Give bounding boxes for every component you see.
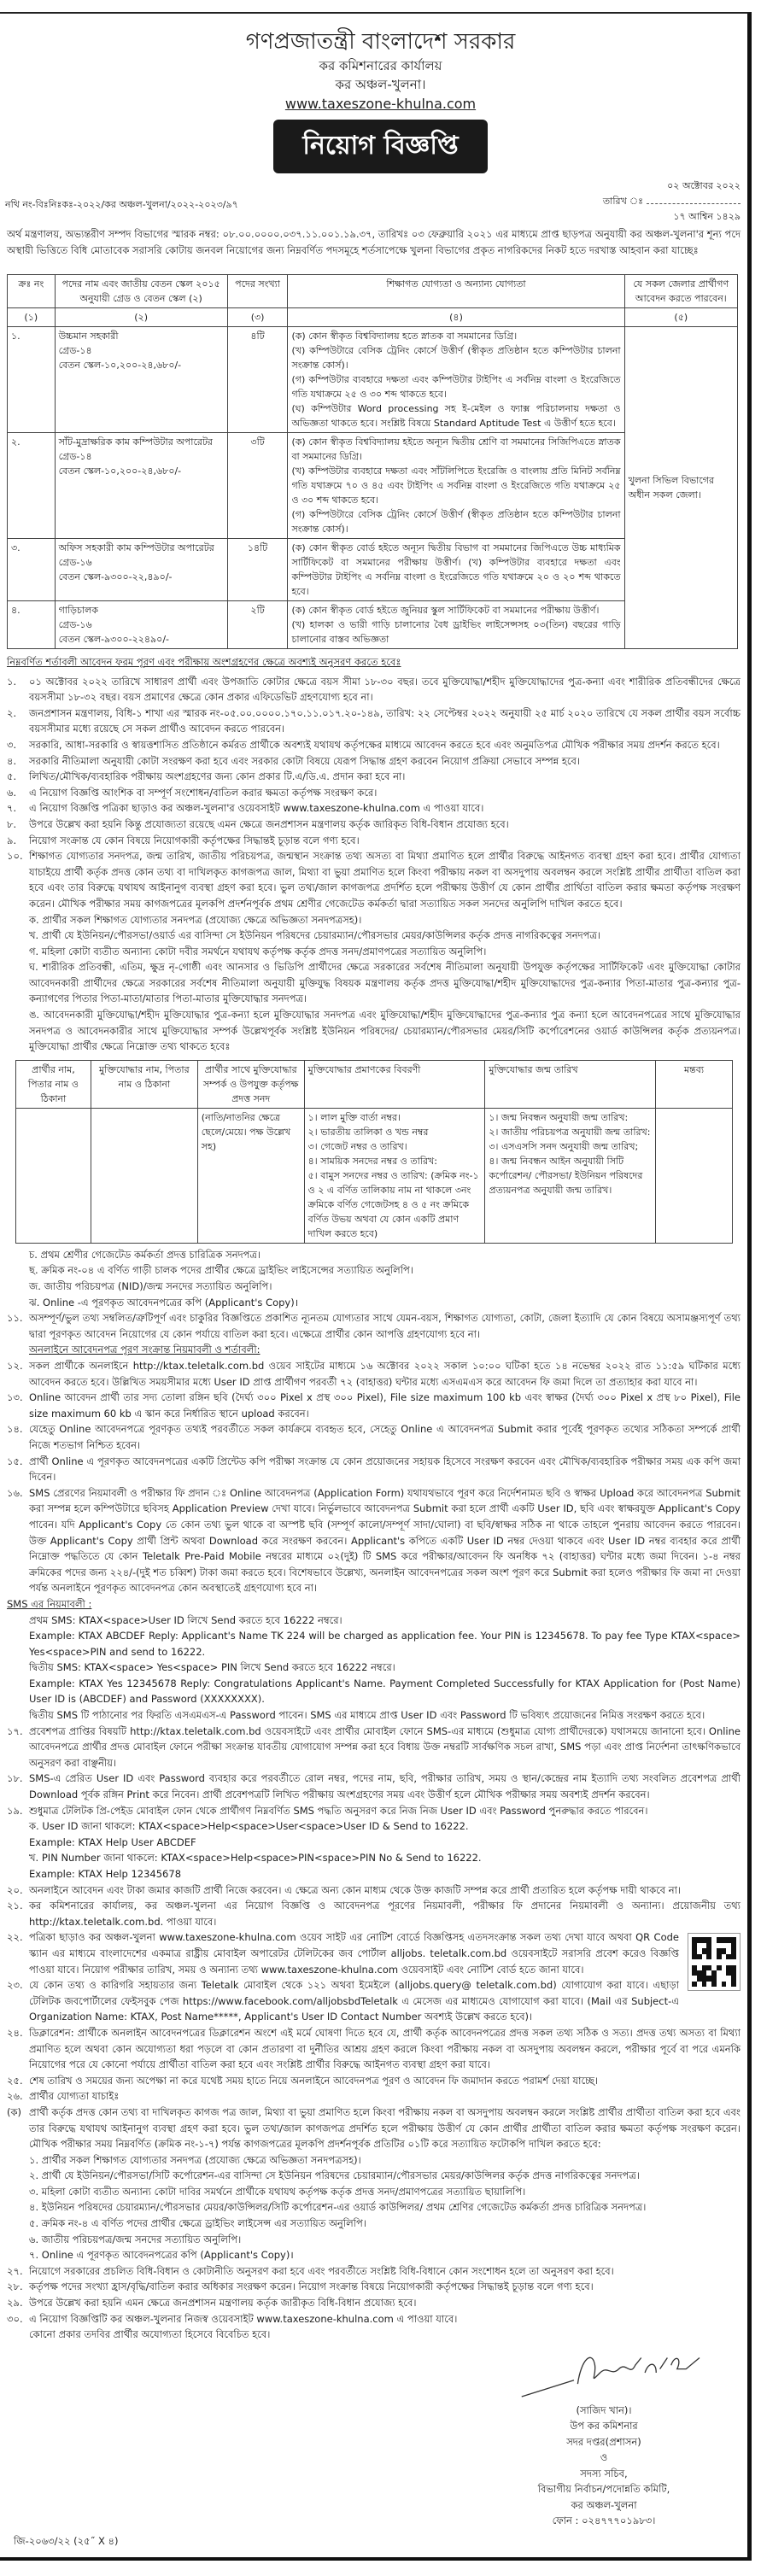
serial-cell: ২. (8, 433, 56, 539)
condition-number: ২. (7, 706, 17, 719)
sms-instruction: দ্বিতীয় SMS টি পাঠানোর পর ফিরতি এসএমএস-এ Password পাবেন। SMS এর মাধ্যমে প্রাপ্ত User ID এবং Password টি ভবিষ্যৎ প্রয়োজনের নিমিত্ত সংরক্ষণ করতে হবে। (29, 1709, 705, 1722)
header-cell: মুক্তিযোদ্ধার নাম, পিতার নাম ও ঠিকানা (91, 1060, 197, 1108)
condition-number: ১৩. (7, 1391, 23, 1404)
condition-number: ২৯. (7, 2297, 23, 2310)
serial-cell: ৪. (8, 601, 56, 649)
column-number: (৩) (227, 308, 288, 327)
condition-subitem: ক. প্রার্থীর সকল শিক্ষাগত যোগ্যতার সনদপত্র (প্রযোজ্য ক্ষেত্রে অভিজ্ঞতা সনদপত্রসহ)। (29, 913, 362, 926)
condition-item (7, 753, 741, 770)
empty-cell (91, 1108, 197, 1243)
condition-number: ১০. (7, 850, 23, 863)
office-name: কর কমিশনারের কার্যালয় (319, 58, 442, 73)
sms-instruction: প্রথম SMS: KTAX<space>User ID লিখে Send করতে হবে 16222 নম্বরে। (29, 1613, 342, 1626)
condition-item (7, 2279, 741, 2295)
condition-subitem: ৪. ইউনিয়ন পরিষদের চেয়ারম্যান/পৌরসভার মেয়র/কাউন্সিলর/সিটি কর্পোরেশন-এর ওয়ার্ড কাউন্সিলর/ প্রথম শ্রেণির গেজেটেড কর্মকর্তা প্রদত্ত চারিত্রিক সনদপত্র। (29, 2201, 647, 2214)
condition-number: ১. (7, 675, 17, 688)
column-number: (৪) (288, 308, 624, 327)
column-number: (৫) (624, 308, 737, 327)
notice-title: নিয়োগ বিজ্ঞপ্তি (273, 120, 487, 173)
condition-text: SMS-এ প্রেরিত User ID এবং Password ব্যবহার করে পরবর্তীতে রোল নম্বর, পদের নাম, ছবি, পরীক্ষার তারিখ, সময় ও স্থান/কেন্দ্রের নাম ইত্যাদি তথ্য সংবলিত প্রবেশপত্র প্রার্থী Download পূর্বক রঙ্গিন Print করে নিবেন। প্রার্থী প্রবেশপত্রটি লিখিত পরীক্ষায় অংশগ্রহণের সময় এবং উত্তীর্ণ হলে মৌখিক পরীক্ষার সময় অবশ্যই প্রদর্শন করবেন। (29, 1772, 741, 1801)
remarks-cell (656, 1108, 733, 1243)
condition-number: (ক) (7, 2105, 22, 2118)
column-number: (২) (55, 308, 227, 327)
post-cell (55, 327, 227, 433)
count-cell: ৪টি (227, 327, 288, 433)
condition-number: ২৫. (7, 2074, 23, 2087)
condition-subitem: ২. প্রার্থী যে ইউনিয়ন/পৌরসভা/সিটি কর্পোরেশন-এর বাসিন্দা সে ইউনিয়ন পরিষদের চেয়ারম্যান/পৌরসভার মেয়র/কাউন্সিলর কর্তৃক প্রদত্ত নাগরিকত্বের সনদপত্র। (29, 2169, 640, 2182)
condition-item (7, 705, 741, 737)
date-label: তারিখ ঃ (602, 196, 643, 207)
condition-subitem: গ. মহিলা কোটা ব্যতীত অন্যান্য কোটা দবীর সমর্থনে যথাযথ কর্তৃপক্ষ কর্তৃক প্রদত্ত সনদ/প্রমাণপত্রের সত্যায়িত অনুলিপি। (29, 945, 487, 957)
conditions-heading: নিম্নবর্ণিত শর্তাবলী আবেদন ফরম পূরণ এবং পরীক্ষায় অংশগ্রহণের ক্ষেত্রে অবশ্যই অনুসরণ করতে হবেঃ (7, 656, 401, 668)
condition-number: ২২. (7, 1931, 23, 1944)
signature-block (476, 2343, 732, 2529)
qualification-line: (ক) কোন স্বীকৃত বিশ্ববিদ্যালয় হতে স্নাতক বা সমমানের ডিগ্রি। (291, 331, 518, 342)
online-rules-heading: অনলাইনে আবেদনপত্র পূরণ সংক্রান্ত নিয়মাবলী ও শর্তাবলী: (29, 1344, 260, 1356)
condition-item (7, 1310, 741, 1342)
freedom-fighter-table (15, 1060, 733, 1244)
date-divider (647, 203, 741, 204)
condition-text: এ নিয়োগ বিজ্ঞপ্তিটি কর অঞ্চল-খুলনার নিজস্ব ওয়েবসাইট www.taxeszone-khulna.com এ পাওয়া যাবে। (29, 2312, 458, 2325)
condition-number: ২৭. (7, 2264, 23, 2277)
zone-name: কর অঞ্চল-খুলনা। (335, 77, 426, 92)
condition-subitem: ছ. ক্রমিক নং-০৪ এ বর্ণিত গাড়ী চালক পদের প্রার্থীর ক্ষেত্রে ড্রাইভিং লাইসেন্সের সত্যায়িত অনুলিপি। (29, 1264, 413, 1277)
condition-number: ৯. (7, 834, 17, 846)
condition-text: প্রার্থী Online এ পূরণকৃত আবেদনপত্রের একটি প্রিন্টেড কপি পরীক্ষা সংক্রান্ত যে কোন প্রয়োজনের সহায়ক হিসেবে সংরক্ষণ করবেন এবং মৌখিক/ব্যবহারিক পরীক্ষার সময় এক কপি জমা দিবেন। (29, 1455, 741, 1484)
qualification-line: (গ) কম্পিউটারে বেসিক ট্রেনিং কোর্সে উত্তীর্ণ (স্বীকৃত প্রতিষ্ঠান হতে কম্পিউটার চালনা সংক্রান্ত কোর্স)। (291, 509, 621, 535)
header-cell: প্রার্থীর সাথে মুক্তিযোদ্ধার সম্পর্ক ও উপযুক্ত কর্তৃপক্ষ প্রদত্ত সনদ (197, 1060, 304, 1108)
condition-subitem: Example: KTAX Help User ABCDEF (29, 1835, 196, 1848)
condition-item (7, 2311, 741, 2327)
column-number: (১) (8, 308, 56, 327)
date-gregorian: ০২ অক্টোবর ২০২২ (667, 180, 741, 191)
condition-subitem: ঙ. আবেদনকারী মুক্তিযোদ্ধা/শহীদ মুক্তিযোদ্ধার পুত্র-কন্যা হলে মুক্তিযোদ্ধার সনদপত্র এবং মুক্তিযোদ্ধা/শহীদ মুক্তিযোদ্ধাদের পুত্র-কন্যার পুত্র কন্যা হলে আবেদনপত্রের সাথে মুক্তিযোদ্ধার সনদপত্র ও আবেদনকারীর সাথে মুক্তিযোদ্ধার সম্পর্ক উল্লেখপূর্বক সংশ্লিষ্ট ইউনিয়ন পরিষদের/ চেয়ারম্যান/পৌরসভার মেয়র/সিটি কর্পোরেশনের ওয়ার্ড কাউন্সিলর কর্তৃক প্রত্যয়নপত্র। মুক্তিযোদ্ধা প্রার্থীর ক্ষেত্রে নিম্নোক্ত তথ্য থাকতে হবেঃ (29, 1009, 741, 1053)
condition-text: এ নিয়োগ বিজ্ঞপ্তি পত্রিকা ছাড়াও কর অঞ্চল-খুলনা'র ওয়েবসাইট www.taxeszone-khulna.com এ পাওয়া যাবে। (29, 802, 484, 815)
signature-area (0, 2343, 761, 2576)
condition-subitem: জ. জাতীয় পরিচয়পত্র (NID)/জন্ম সনদের সত্যায়িত অনুলিপি। (29, 1280, 272, 1293)
condition-number: ১৮. (7, 1772, 23, 1785)
condition-subitem: ১. প্রার্থীর সকল শিক্ষাগত যোগ্যতার সনদপত্র (প্রযোজ্য ক্ষেত্রে অভিজ্ঞতা সনদপত্রসহ)। (29, 2153, 361, 2166)
condition-number: ১৭. (7, 1724, 23, 1737)
condition-text: উপরে উল্লেখ করা হয়নি এমন ক্ষেত্রে জনপ্রশাসন মন্ত্রণালয় কর্তৃক জারীকৃত বিধি-বিধান প্রযোজ্য হবে। (29, 2297, 417, 2310)
condition-subitem: কোনো প্রকার তদবির প্রার্থীর অযোগ্যতা হিসেবে বিবেচিত হবে। (29, 2328, 271, 2341)
condition-text: অনলাইনে আবেদন এবং টাকা জমার কাজটি প্রার্থী নিজে করবেন। এ ক্ষেত্রে অন্য কোন মাধ্যম থেকে উক্ত কাজটি সম্পন্ন করে প্রার্থী প্রতারিত হলে কর্তৃপক্ষ দায়ী থাকবে না। (29, 1883, 682, 1896)
posts-header-row (8, 275, 738, 308)
signatory-line: ফোন : ০২৪৭৭৭০১৯৮৩। (552, 2515, 656, 2527)
condition-item (7, 1898, 741, 1929)
conditions-section (0, 654, 761, 2343)
signatory-line: সদর দপ্তর(প্রশাসন) (566, 2435, 641, 2448)
condition-item (7, 817, 741, 833)
count-cell: ১৪টি (227, 539, 288, 601)
condition-subitem: ক. User ID জানা থাকলে: KTAX<space>Help<space>User<space>User ID & Send to 16222. (29, 1820, 469, 1833)
condition-item (7, 1771, 741, 1802)
birth-cell (485, 1108, 656, 1243)
condition-text: শিক্ষাগত যোগ্যতার সনদপত্র, জন্ম তারিখ, জাতীয় পরিচয়পত্র, জন্মস্থান সংক্রান্ত তথ্য অসত্য বা মিথ্যা প্রমাণিত হলে প্রার্থীর বিরুদ্ধে আইনগত ব্যবস্থা গ্রহণ করা হবে। প্রার্থীর যোগ্যতা যাচাইয়ে প্রার্থী কর্তৃক প্রদত্ত কোন তথ্য বা দাখিলকৃত কাগজপত্র জাল, মিথ্যা বা ভুয়া প্রমাণিত হলে কিংবা পরীক্ষায় নকল বা অসদুপায় অবলম্বন করলে সংশ্লিষ্ট প্রার্থীর প্রার্থীতা বাতিল করা হবে এবং তার বিরুদ্ধে যথাযথ আইনানুগ ব্যবস্থা গ্রহণ করা হবে। ভুল তথ্য/জাল কাগজপত্র প্রদর্শিত হলে পরীক্ষায় উত্তীর্ণ যে কোন প্রার্থীর প্রার্থিতা বাতিল করার ক্ষমতা কর্তৃপক্ষ সংরক্ষণ করেন। মৌখিক পরীক্ষার সময় কাগজপত্রের মূলকপি প্রদর্শনপূর্বক প্রথম শ্রেণীর গেজেটেড কর্মকর্তা দ্বারা সত্যায়িত সকল সনদের অনুলিপি দাখিল করতে হবে। (29, 850, 741, 910)
intro-paragraph: অর্থ মন্ত্রণালয়, অভ্যন্তরীণ সম্পদ বিভাগের স্মারক নম্বর: ০৮.০০.০০০০.০৩৭.১১.০০১.১৯.৩৭, তারিখঃ ০৩ ফেব্রুয়ারি ২০২১ এর মাধ্যমে প্রাপ্ত ছাড়পত্র অনুযায়ী কর অঞ্চল-খুলনা'র শূন্য পদে অস্থায়ী ভিত্তিতে বিধি মোতাবেক সরাসরি কোটায় জনবল নিয়োগের জন্য নিম্নবর্ণিত পদসমূহে শর্তসাপেক্ষে খুলনা বিভাগের প্রকৃত নাগরিকদের নিকট হতে দরখাস্ত আহবান করা যাচ্ছেঃ (7, 228, 741, 256)
condition-item (7, 2295, 741, 2311)
condition-item (7, 1724, 741, 1771)
condition-item (7, 674, 741, 705)
condition-item (7, 1803, 741, 1819)
qualification-line: (ক) কোন স্বীকৃত বোর্ড হইতে জুনিয়র স্কুল সার্টিফিকেট বা সমমানের পরীক্ষায় উত্তীর্ণ। (291, 605, 600, 616)
qualification-line: (গ) কম্পিউটার ব্যবহারে দক্ষতা এবং কম্পিউটার টাইপিং এ সর্বনিম্ন বাংলা ও ইংরেজিতে গতি যথাক্রমে ২৫ ও ৩০ শব্দ থাকতে হবে। (291, 374, 621, 400)
condition-number: ১৯. (7, 1804, 23, 1817)
qualification-line: (ক) কোন স্বীকৃত বিশ্ববিদ্যালয় হইতে অন্যূন দ্বিতীয় শ্রেণি বা সমমানের সিজিপিএতে স্নাতক বা সমমানের ডিগ্রি। (291, 436, 621, 462)
condition-number: ১৫. (7, 1455, 23, 1467)
header-cell: মুক্তিযোদ্ধার জন্ম তারিখ (485, 1060, 656, 1108)
condition-item (7, 785, 741, 801)
website-link[interactable]: www.taxeszone-khulna.com (284, 96, 477, 112)
qualification-cell (288, 539, 624, 601)
header-cell: মন্তব্য (656, 1060, 733, 1108)
condition-number: ১৬. (7, 1486, 23, 1499)
proof-line: ১। লাল মুক্তি বার্তা নম্বর। (307, 1111, 401, 1123)
serial-cell: ৩. (8, 539, 56, 601)
condition-text: প্রার্থী কর্তৃক প্রদত্ত কোন তথ্য বা দাখিলকৃত কাগজ পত্র জাল, মিথ্যা বা ভুয়া প্রমাণিত হলে কিংবা পরীক্ষায় নকল বা অসদুপায় অবলম্বন করলে সংশ্লিষ্ট প্রার্থীর প্রার্থীতা বাতিল করা হবে এবং তার বিরুদ্ধে যথাযথ আইনানুগ ব্যবস্থা গ্রহণ করা হবে। ভুল তথ্য/জাল কাগজপত্র প্রদর্শিত হলে পরীক্ষায় উত্তীর্ণ যে কোন প্রার্থীর প্রার্থীতা বাতিল করার ক্ষমতা কর্তৃপক্ষ সংরক্ষণ করেন। মৌখিক পরীক্ষার সময় নিম্নবর্ণিত (ক্রমিক নং-১-৭) পর্যন্ত কাগজপত্রের মূলকপি প্রদর্শনপূর্বক প্রতিটির ০১টি করে সত্যায়িত ফটোকপি দাখিল করতে হবে: (29, 2105, 741, 2151)
condition-text: লিখিত/মৌখিক/ব্যবহারিক পরীক্ষায় অংশগ্রহণের জন্য কোন প্রকার টি.এ/ডি.এ. প্রদান করা হবে না। (29, 770, 406, 783)
condition-text: সরকারি নীতিমালা অনুযায়ী কোটা সংরক্ষণ করা হবে এবং সরকার কোটা বিষয়ে যেরূপ সিদ্ধান্ত গ্রহণ করবেন নিয়োগ প্রক্রিয়া সেভাবে সম্পন্ন হবে। (29, 754, 581, 767)
birth-line: ১। জন্ম নিবন্ধন অনুযায়ী জন্ম তারিখ: (489, 1111, 629, 1123)
condition-item (7, 1454, 741, 1485)
condition-subitem: ৬. জাতীয় পরিচয়পত্র/জন্ম সনদের সত্যায়িত অনুলিপি। (29, 2233, 242, 2245)
post-scale: বেতন স্কেল-১০,২০০-২৪,৬৮০/- (58, 360, 182, 371)
condition-item (7, 737, 741, 753)
condition-item (7, 2105, 741, 2152)
sms-instruction: Example: KTAX ABCDEF Reply: Applicant's Name TK 224 will be charged as application fee. Your PIN is 12345678. To pay fee Type KTAX<space> Yes<space>PIN and send to 16222. (29, 1630, 741, 1658)
condition-text: যে কোন তথ্য ও কারিগরি সহায়তার জন্য Teletalk মোবাইল থেকে ১২১ অথবা ইমেইলে (alljobs.query@ teletalk.com.bd) যোগাযোগ করা যাবে। এছাড়া টেলিটক জবপোর্টালের ফেইসবুক পেজ https://www.facebook.com/alljobsbdTeletalk এ মেসেজ এর মাধ্যমেও যোগাযোগ করা যাবে। (Mail এর Subject-এ Organization Name: KTAX, Post Name*****, Applicant's User ID Contact Number অবশ্যই উল্লেখ করতে হবে)। (29, 1979, 679, 2023)
date-bangla: ১৭ আশ্বিন ১৪২৯ (673, 211, 741, 222)
memo-number: নথি নং-বিঃনিঃকঃ-২০২২/কর অঞ্চল-খুলনা/২০২২-২০২৩/৯৭ (5, 199, 238, 210)
condition-number: ৬. (7, 786, 17, 799)
qualification-line: (খ) কম্পিউটার ব্যবহারে দক্ষতা এবং সাঁটলিপিতে ইংরেজি ও বাংলায় প্রতি মিনিট সর্বনিম্ন গতি যথাক্রমে ৭০ ও ৪৫ এবং টাইপিং এ সর্বনিম্ন বাংলা ও ইংরেজিতে গতি যথাক্রমে ২৫ ও ৩০ শব্দ থাকতে হবে। (291, 465, 621, 506)
post-scale: বেতন স্কেল-৯৩০০-২২৪৯০/- (58, 634, 170, 645)
proof-line: ২। ভারতীয় তালিকা ও খন্ড নম্বর (307, 1126, 429, 1138)
condition-item (7, 769, 741, 785)
signatory-line: বিভাগীয় নির্বাচন/পদোন্নতি কমিটি, (537, 2483, 670, 2496)
condition-item (7, 1358, 741, 1390)
empty-cell (16, 1108, 91, 1243)
signatory-line: সদস্য সচিব, (580, 2467, 628, 2479)
signatory-line: কর অঞ্চল-খুলনা (571, 2498, 637, 2511)
condition-number: ১২. (7, 1360, 23, 1372)
birth-line: ৩। এসএসসি সনদ অনুযায়ী জন্ম তারিখ; (489, 1140, 639, 1152)
qr-code-icon[interactable] (688, 1933, 741, 1991)
signatory-line: উপ কর কমিশনার (570, 2420, 638, 2433)
relation-cell: (নাতি/নাতনির ক্ষেত্রে ছেলে/মেয়ে। পক্ষ উল্লেখ সহ) (197, 1108, 304, 1243)
condition-number: ৫. (7, 770, 17, 783)
qualification-line: (ঘ) কম্পিউটার Word processing সহ ই-মেইল ও ফ্যাক্স পরিচালনায় দক্ষতা ও অভিজ্ঞতা থাকতে হবে। সংশ্লিষ্ট বিষয়ে Standard Aptitude Test এ উত্তীর্ণ হতে হবে। (291, 403, 621, 429)
condition-number: ১১. (7, 1312, 23, 1325)
birth-line: ৪। জন্ম নিবন্ধন আইন অনুযায়ী সিটি কর্পোরেশন/ পৌরসভা/ ইউনিয়ন পরিষদের প্রত্যয়নপত্র অনুযায়ী জন্ম তারিখ। (489, 1155, 643, 1196)
condition-item (7, 2263, 741, 2280)
post-cell (55, 601, 227, 649)
condition-text: সকল প্রার্থীকে অনলাইনে http://ktax.teletalk.com.bd ওয়েব সাইটের মাধ্যমে ১৬ অক্টোবর ২০২২ সকাল ১০:০০ ঘটিকা হতে ১৪ নভেম্বর ২০২২ রাত ১১:৫৯ ঘটিকার মধ্যে আবেদন করতে হবে। উল্লিখিত সময়সীমার মধ্যে User ID প্রাপ্ত প্রার্থীগণ পরবর্তী ৭২ (বাহাত্তর) ঘন্টার মধ্যে এসএমএস করে আবেদন ফি জমা দিলে তা প্রত্যাহার করা যাবে না। (29, 1360, 741, 1388)
post-post: গাড়িচালক (58, 605, 98, 616)
condition-text: নিয়োগে সরকারের প্রচলিত বিধি-বিধান ও কোটানীতি অনুসরণ করা হবে এবং পরবর্তীতে সংশ্লিষ্ট বিধি-বিধানে কোন সংশোধন হলে তা অনুসরণ করা হবে। (29, 2264, 614, 2277)
ff-body-row (16, 1108, 733, 1243)
column-number-row (8, 308, 738, 327)
post-scale: বেতন স্কেল-৯৩০০-২২,৪৯০/- (58, 571, 173, 583)
condition-subitem: Example: KTAX Help 12345678 (29, 1868, 182, 1880)
condition-number: ২৬. (7, 2090, 23, 2103)
qualification-cell (288, 601, 624, 649)
signatory-line: (সাজিদ খান)। (576, 2403, 632, 2416)
condition-text: SMS প্রেরণের নিয়মাবলী ও পরীক্ষার ফি প্রদান ঃ Online আবেদনপত্র (Application Form) যথাযথভাবে পূরণ করে নির্দেশনামত ছবি ও স্বাক্ষর Upload করে আবেদনপত্র Submit করা সম্পন্ন হলে কম্পিউটারে ছবিসহ Application Preview দেখা যাবে। নির্ভুলভাবে আবেদনপত্র Submit করা হলে প্রার্থী একটি User ID, ছবি এবং স্বাক্ষরযুক্ত Applicant's Copy পাবেন। যদি Applicant's Copy তে কোন তথ্য ভুল থাকে বা অস্পষ্ট ছবি (সম্পূর্ণ কালো/সম্পূর্ণ সাদা/ঘোলা) বা ছবি/স্বাক্ষর সঠিক না থাকে তাহলে পুনরায় আবেদন করতে পারবেন। উক্ত Applicant's Copy প্রার্থী প্রিন্ট অথবা Download করে সংরক্ষণ করবেন। Applicant's কপিতে একটি User ID নম্বর দেওয়া থাকবে এবং User ID নম্বর ব্যবহার করে প্রার্থী নিম্নোক্ত পদ্ধতিতে যে কোন Teletalk Pre-Paid Mobile নম্বরের মাধ্যমে ০২(দুই) টি SMS করে পরীক্ষার/আবেদন ফি অনধিক ৭২ (বাহাত্তর) ঘন্টার মধ্যে জমা দিবেন। ১-৪ নম্বর ক্রমিকের পদের জন্য ২২৪/-(দুই শত চব্বিশ) টাকা জমা করতে হবে। বিশেষভাবে উল্লেখ্য, অনলাইন আবেদনপত্রের সকল অংশ পূরণ করে Submit করা হলেও পরীক্ষার ফি জমা না দেওয়া পর্যন্ত অনলাইনে পূরণকৃত আবেদনপত্র কোন অবস্থাতেই গ্রহণযোগ্য হবে না। (29, 1486, 741, 1595)
condition-number: ২১. (7, 1900, 23, 1912)
condition-subitem: ৭. Online এ পূরণকৃত আবেদনপত্রের কপি (Applicant's Copy)। (29, 2249, 294, 2262)
qualification-cell (288, 327, 624, 433)
post-scale: বেতন স্কেল-১০,২০০-২৪,৬৮০/- (58, 465, 182, 477)
condition-text: প্রবেশপত্র প্রাপ্তির বিষয়টি http://ktax.teletalk.com.bd ওয়েবসাইটে এবং প্রার্থীর মোবাইল ফোনে SMS-এর মাধ্যমে (শুধুমাত্র যোগ্য প্রার্থীদেরকে) যথাসময়ে জানানো হবে। Online আবেদনপত্রে প্রার্থীর প্রদত্ত মোবাইল ফোনে পরীক্ষা সংক্রান্ত যাবতীয় যোগাযোগ সম্পন্ন করা হবে বিধায় উক্ত নম্বরটি সার্বক্ষণিক সচল রাখা, SMS পড়া এবং প্রাপ্ত নির্দেশনা তাৎক্ষণিকভাবে অনুসরণ করা বাঞ্ছনীয়। (29, 1724, 741, 1769)
header-cell: শিক্ষাগত যোগ্যতা ও অন্যান্য যোগ্যতা (288, 275, 624, 308)
condition-item (7, 833, 741, 849)
notice-header (0, 0, 761, 173)
condition-number: ১৪. (7, 1423, 23, 1436)
date-block (603, 179, 741, 225)
condition-item (7, 1882, 741, 1899)
condition-number: ৭. (7, 802, 17, 815)
condition-item (7, 2025, 741, 2073)
condition-text: শেষ তারিখ ও সময়ের জন্য অপেক্ষা না করে যথেষ্ট সময় হাতে নিয়ে অনলাইনে আবেদনপত্র পূরণ ও আবেদন ফি জমাদান করতে পরামর্শ দেয়া যাচ্ছে। (29, 2074, 599, 2087)
condition-number: ৮. (7, 817, 17, 830)
print-code: জি-২০৬৩/২২ (২৫˝ X ৪) (14, 2534, 119, 2547)
posts-table (7, 274, 738, 649)
post-grade: গ্রেড-১৪ (58, 345, 92, 356)
proof-line: ৪। সাময়িক সনদের নম্বর ও তারিখ: (307, 1155, 437, 1167)
condition-text: জনপ্রশাসন মন্ত্রণালয়, বিধি-১ শাখা এর স্মারক নং-০৫.০০.০০০০.১৭০.১১.০১৭.২০-১৪৯, তারিখ: ২২ সেপ্টেম্বর ২০২২ অনুযায়ী ২৫ মার্চ ২০২০ তারিখে যে সকল প্রার্থীর বয়স সর্বোচ্চ বয়সসীমার মধ্যে রয়েছে সে সকল প্রার্থীও আবেদন করতে পারবেন। (29, 706, 741, 735)
post-cell (55, 433, 227, 539)
condition-item (7, 1977, 679, 2025)
condition-item (7, 800, 741, 817)
post-grade: গ্রেড-১৪ (58, 451, 92, 462)
post-post: সাঁট-মুদ্রাক্ষরিক কাম কম্পিউটার অপারেটর (58, 436, 213, 448)
qualification-line: (খ) হালকা ও ভারী গাড়ি চালানোর বৈধ ড্রাইভিং লাইসেন্সসহ ০৩(তিন) বছরের গাড়ি চালানোর বাস্তব অভিজ্ঞতা (291, 619, 621, 645)
condition-text: নিয়োগ সংক্রান্ত যে কোন বিষয়ে নিয়োগকারী কর্তৃপক্ষের সিদ্ধান্তই চূড়ান্ত বলে গণ্য হবে। (29, 834, 360, 846)
birth-line: ২। জাতীয় পরিচয়পত্র অনুযায়ী জন্ম তারিখ: (489, 1126, 651, 1138)
memo-row (0, 173, 761, 226)
condition-text: কর কমিশনারের কার্যালয়, কর অঞ্চল-খুলনা এর নিয়োগ বিজ্ঞপ্তি ও আবেদনপত্র পূরণের নিয়মাবলী, পরীক্ষার ফি প্রদানের নিয়মাবলী ও অন্যান্য। প্রয়োজনীয় তথ্য http://ktax.teletalk.com.bd. পাওয়া যাবে। (29, 1900, 741, 1928)
post-grade: গ্রেড-১৬ (58, 619, 92, 630)
post-grade: গ্রেড-১৬ (58, 557, 92, 568)
proof-line: ৩। গেজেট নম্বর ও তারিখ। (307, 1140, 407, 1152)
post-post: অফিস সহকারী কাম কম্পিউটার অপারেটর (58, 542, 214, 553)
signature-icon (493, 2343, 715, 2403)
condition-number: ৩০. (7, 2312, 23, 2325)
header-cell: পদের নাম এবং জাতীয় বেতন স্কেল ২০১৫ অনুযায়ী গ্রেড ও বেতন স্কেল (২) (55, 275, 227, 308)
post-post: উচ্চমান সহকারী (58, 331, 119, 342)
condition-subitem: ঝ. Online -এ পূরণকৃত আবেদনপত্রের কপি (Applicant's Copy)। (29, 1296, 299, 1308)
condition-text: ০১ অক্টোবর ২০২২ তারিখে সাধারণ প্রার্থী এবং উপজাতি কোটার ক্ষেত্রে বয়স সীমা ১৮-৩০ বছর। তবে মুক্তিযোদ্ধা/শহীদ মুক্তিযোদ্ধাদের পুত্র-কন্যা এবং শারীরিক প্রতিবন্ধীদের ক্ষেত্রে বয়সসীমা ১৮-৩২ বছর। বয়স প্রমাণের ক্ষেত্রে কোন প্রকার এফিডেভিট গ্রহণযোগ্য হবে না। (29, 675, 741, 704)
condition-item (7, 1929, 679, 1977)
condition-subitem: খ. প্রার্থী যে ইউনিয়ন/পৌরসভা/ওয়ার্ড এর বাসিন্দা সে ইউনিয়ন পরিষদের চেয়ারম্যান/পৌরসভার মেয়র/কাউন্সিলর কর্তৃক প্রদত্ত নাগরিকত্বের সনদপত্র। (29, 929, 601, 942)
condition-number: ২৮. (7, 2280, 23, 2293)
condition-subitem: ৫. ক্রমিক নং-৪ এ বর্ণিত পদের প্রার্থীর ক্ষেত্রে ড্রাইভিং লাইসেন্স এর সত্যায়িত অনুলিপি। (29, 2217, 366, 2230)
ff-header-row (16, 1060, 733, 1108)
condition-text: অসম্পূর্ণ/ভুল তথ্য সম্বলিত/ত্রুটিপূর্ণ এবং চাকুরির বিজ্ঞপ্তিতে প্রকাশিত ন্যূনতম যোগ্যতার সাথে যেমন-বয়স, শিক্ষাগত যোগ্যতা, কোটা, জেলা ইত্যাদি যে কোন বিষয়ে অসামঞ্জস্যপূর্ণ তথ্য দ্বারা পূরণকৃত আবেদন নিয়োগের যে কোন পর্যায়ে বাতিল করা হবে। এক্ষেত্রে প্রার্থীর কোন আপত্তি গ্রহণযোগ্য হবে না। (29, 1312, 741, 1340)
condition-item (7, 1390, 741, 1421)
condition-text: প্রার্থীর যোগ্যতা যাচাইঃ (29, 2090, 120, 2103)
condition-text: শুধুমাত্র টেলিটক প্রি-পেইড মোবাইল ফোন থেকে প্রার্থীগণ নিম্নবর্ণিত SMS পদ্ধতি অনুসরণ করে নিজ নিজ User ID এবং Password পুনরুদ্ধার করতে পারবেন। (29, 1804, 648, 1817)
condition-number: ২০. (7, 1883, 23, 1896)
condition-text: ডিক্লারেশন: প্রার্থীকে অনলাইন আবেদনপত্রের ডিক্লারেশন অংশে এই মর্মে ঘোষণা দিতে হবে যে, প্রার্থী কর্তৃক আবেদনপত্রের প্রদত্ত সকল তথ্য সঠিক ও সত্য। প্রদত্ত তথ্য অসত্য বা মিথ্যা প্রমাণিত হলে অথবা কোন অযোগ্যতা ধরা পড়লে বা কোন প্রতারণা বা দুর্নীতির আশ্রয় গ্রহণ করলে কিংবা পরীক্ষায় নকল বা অসদুপায় অবলম্বন করলে, পরীক্ষার পূর্বে বা পরে এমনকি নিয়োগের পরে যে কোনো পর্যায়ে প্রার্থীতা বাতিল করা হবে এবং সংশ্লিষ্ট প্রার্থীর বিরুদ্ধে আইনগত ব্যবস্থা গ্রহণ করা যাবে। (29, 2026, 741, 2071)
qualification-line: (খ) কম্পিউটারে বেসিক ট্রেনিং কোর্সে উত্তীর্ণ (স্বীকৃত প্রতিষ্ঠান হতে কম্পিউটার চালনা সংক্রান্ত কোর্স)। (291, 345, 621, 371)
qualification-cell (288, 433, 624, 539)
count-cell: ৩টি (227, 433, 288, 539)
sms-instruction: Example: KTAX Yes 12345678 Reply: Congratulations Applicant's Name. Payment Completed Successfully for KTAX Application for (Post Name) User ID is (ABCDEF) and Password (XXXXXXXX). (29, 1677, 741, 1706)
condition-item (7, 1421, 741, 1453)
post-row (8, 327, 738, 433)
condition-subitem: ৩. মহিলা কোটা ব্যতীত অন্যান্য কোটা দাবির সমর্থনে প্রার্থীকে যথাযথ কর্তৃপক্ষ কর্তৃক প্রদত্ত সনদ/প্রমাণপত্রের সত্যায়িত ছায়ালিপি। (29, 2185, 526, 2198)
condition-item (7, 2088, 741, 2105)
condition-text: এ নিয়োগ বিজ্ঞপ্তি আংশিক বা সম্পূর্ণ সংশোধন/বাতিল করার ক্ষমতা কর্তৃপক্ষ সংরক্ষণ করে। (29, 786, 378, 799)
header-cell: যে সকল জেলার প্রার্থীগণ আবেদন করতে পারবেন। (624, 275, 737, 308)
signatory-line: ও (600, 2451, 608, 2464)
proof-cell (304, 1108, 485, 1243)
condition-number: ৪. (7, 754, 17, 767)
header-cell: মুক্তিযোদ্ধার প্রমাণকের বিবরণী (304, 1060, 485, 1108)
header-cell: পদের সংখ্যা (227, 275, 288, 308)
condition-subitem: চ. প্রথম শ্রেণীর গেজেটেড কর্মকর্তা প্রদত্ত চারিত্রিক সনদপত্র। (29, 1248, 261, 1261)
header-cell: প্রার্থীর নাম, পিতার নাম ও ঠিকানা (16, 1060, 91, 1108)
sms-instruction: দ্বিতীয় SMS: KTAX<space> Yes<space> PIN লিখে Send করতে হবে 16222 নম্বরে। (29, 1661, 395, 1674)
condition-item (7, 2073, 741, 2089)
districts-cell: খুলনা সিভিল বিভাগের অধীন সকল জেলা। (624, 327, 737, 649)
condition-number: ৩. (7, 738, 17, 751)
qr-module (731, 1982, 736, 1987)
condition-number: ২৩. (7, 1979, 23, 1992)
condition-text: যেহেতু Online আবেদনপত্রে পূরণকৃত তথ্যই পরবর্তীতে সকল কার্যক্রমে ব্যবহৃত হবে, সেহেতু Online এ আবেদনপত্র Submit করার পূর্বেই পূরণকৃত তথ্যের সঠিকতা সম্পর্কে প্রার্থী নিজে শতভাগ নিশ্চিত হবেন। (29, 1423, 741, 1451)
proof-line: ৫। বামুস সনদের নম্বর ও তারিখ: (ক্রমিক নং-১ ও ২ এ বর্ণিত তালিকায় নাম না থাকলে ৩নং ক্রমিকে বর্ণিত গেজেটসহ ৪ ও ৫ নং ক্রমিকে বর্ণিত উভয় অথবা যে কোন একটি প্রমাণ দাখিল করতে হবে) (307, 1169, 479, 1239)
sms-rules-heading: SMS এর নিয়মাবলী : (7, 1597, 92, 1610)
condition-subitem: ঘ. শারীরিক প্রতিবন্ধী, এতিম, ক্ষুদ্র নৃ-গোষ্ঠী এবং আনসার ও ভিডিপি প্রার্থীদের ক্ষেত্রে সরকারের সর্বশেষ নীতিমালা অনুযায়ী উপযুক্ত কর্তৃপক্ষের সার্টিফিকেট এবং মুক্তিযোদ্ধা কোটার আবেদনকারী প্রার্থীদের ক্ষেত্রে সরকারের সর্বশেষ নীতিমালা অনুযায়ী মুক্তিযুদ্ধ বিষয়ক মন্ত্রণালয় কর্তৃক প্রদত্ত মুক্তিযোদ্ধা/শহীদ মুক্তিযোদ্ধাদের পুত্র-কন্যার পিতা-মাতার পুত্র-কন্যার পুত্র-কন্যাগণের পিতার পিতা-মাতা/মাতার পিতা-মাতার মুক্তিযোদ্ধার সনদপত্র। (29, 961, 741, 1005)
condition-text: পত্রিকা ছাড়াও কর অঞ্চল-খুলনা www.taxeszone-khulna.com ওয়েব সাইট এর নোটিশ বোর্ডে বিজ্ঞপ্তিসহ এতদসংক্রান্ত সকল তথ্য দেখা যাবে অথবা QR Code স্ক্যান এর মাধ্যমে বাংলাদেশের একমাত্র রাষ্ট্রীয় মোবাইল অপারেটর টেলিটকের জব পোর্টাল alljobs. teletalk.com.bd ওয়েবসাইটে সরাসরি প্রবেশ করেও বিজ্ঞপ্তি পাওয়া যাবে। নিয়োগ পরীক্ষার তারিখ, সময় ও অন্যান্য তথ্য www.taxeszone-khulna.com ওয়েবসাইট এবং নোটিশ বোর্ড হতে জানা যাবে। (29, 1931, 679, 1976)
condition-number: ২৪. (7, 2026, 23, 2039)
qualification-line: (ক) কোন স্বীকৃত বোর্ড হইতে অন্যূন দ্বিতীয় বিভাগ বা সমমানের জিপিএতে উচ্চ মাধ্যমিক সার্টিফিকেট বা সমমানের পরীক্ষায় উত্তীর্ণ। (খ) কম্পিউটার ব্যবহারে দক্ষতা এবং কম্পিউটার টাইপিং এ সর্বনিম্ন বাংলা ও ইংরেজিতে গতি যথাক্রমে ২০ ও ২০ শব্দ থাকতে হবে। (291, 542, 621, 597)
serial-cell: ১. (8, 327, 56, 433)
condition-item (7, 848, 741, 911)
condition-text: উপরে উল্লেখ করা হয়নি কিন্তু প্রযোজ্যতা রয়েছে এমন ক্ষেত্রে জনপ্রশাসন মন্ত্রণালয় কর্তৃক জারিকৃত বিধি-বিধান প্রযোজ্য হবে। (29, 817, 509, 830)
count-cell: ২টি (227, 601, 288, 649)
post-cell (55, 539, 227, 601)
government-name: গণপ্রজাতন্ত্রী বাংলাদেশ সরকার (245, 29, 516, 55)
condition-item (7, 1485, 741, 1596)
condition-text: সরকারি, আধা-সরকারি ও স্বায়ত্তশাসিত প্রতিষ্ঠানে কর্মরত প্রার্থীকে অবশ্যই যথাযথ কর্তৃপক্ষের মাধ্যমে আবেদন করতে হবে এবং অনুমতিপত্র মৌখিক পরীক্ষার সময় প্রদর্শন করতে হবে। (29, 738, 720, 751)
condition-subitem: খ. PIN Number জানা থাকলে: KTAX<space>Help<space>PIN<space>PIN No & Send to 16222. (29, 1852, 482, 1865)
condition-text: Online আবেদন প্রার্থী তার সদ্য তোলা রঙ্গিন ছবি (দৈর্ঘ্য ৩০০ Pixel x প্রস্থ ৩০০ Pixel), File size maximum 100 kb এবং স্বাক্ষর (দৈর্ঘ্য ৩০০ Pixel x প্রস্থ ৮০ Pixel), File size maximum 60 kb এ স্কান করে নির্ধারিত স্থানে upload করবেন। (29, 1391, 741, 1420)
header-cell: ক্রঃ নং (8, 275, 56, 308)
condition-text: কর্তৃপক্ষ পদের সংখ্যা হ্রাস/বৃদ্ধি/বাতিল করার অধিকার সংরক্ষণ করেন। নিয়োগ সংক্রান্ত বিষয়ে নিয়োগকারী কর্তৃপক্ষের সিদ্ধান্তই চূড়ান্ত বলে গণ্য হবে। (29, 2280, 594, 2293)
